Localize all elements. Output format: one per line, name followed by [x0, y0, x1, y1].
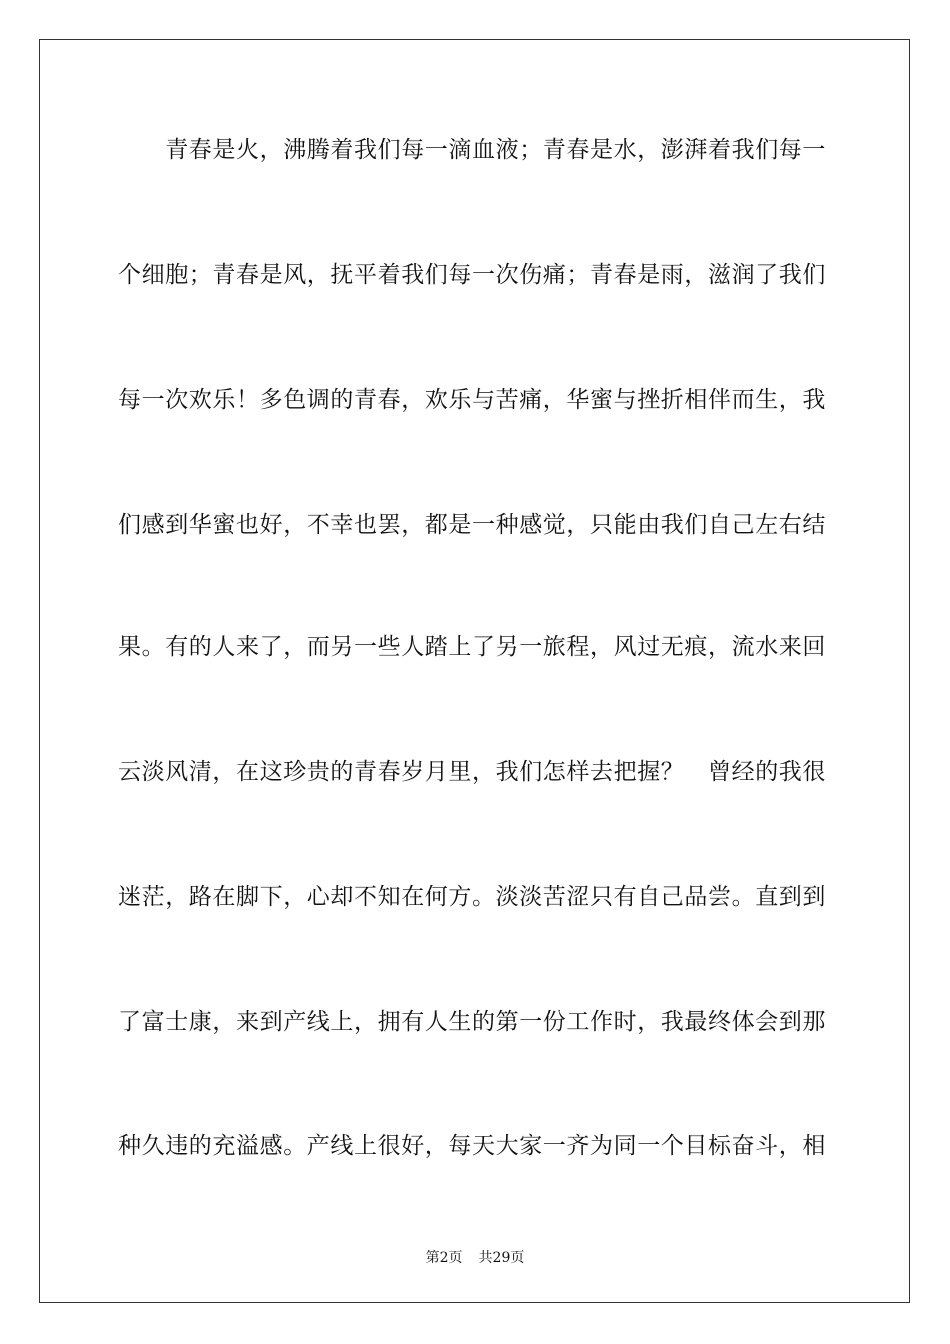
- text-line: 迷茫，路在脚下，心却不知在何方。淡淡苦涩只有自己品尝。直到到: [118, 884, 826, 910]
- text-line: 了富士康，来到产线上，拥有人生的第一份工作时，我最终体会到那: [118, 1009, 826, 1035]
- text-line: 果。有的人来了，而另一些人踏上了另一旅程，风过无痕，流水来回: [118, 634, 826, 660]
- text-line: 种久违的充溢感。产线上很好，每天大家一齐为同一个目标奋斗，相: [118, 1133, 826, 1159]
- text-line: 云淡风清，在这珍贵的青春岁月里，我们怎样去把握？ 曾经的我很: [118, 759, 826, 785]
- text-line: 们感到华蜜也好，不幸也罢，都是一种感觉，只能由我们自己左右结: [118, 512, 826, 538]
- page-number: 第2页: [425, 1250, 463, 1266]
- page-footer: [0, 1247, 950, 1267]
- text-line: 青春是火，沸腾着我们每一滴血液；青春是水，澎湃着我们每一: [118, 137, 826, 163]
- page-total: 共29页: [478, 1250, 525, 1266]
- page-border: [39, 39, 910, 1303]
- text-line: 个细胞；青春是风，抚平着我们每一次伤痛；青春是雨，滋润了我们: [118, 262, 826, 288]
- text-line: 每一次欢乐！多色调的青春，欢乐与苦痛，华蜜与挫折相伴而生，我: [118, 387, 826, 413]
